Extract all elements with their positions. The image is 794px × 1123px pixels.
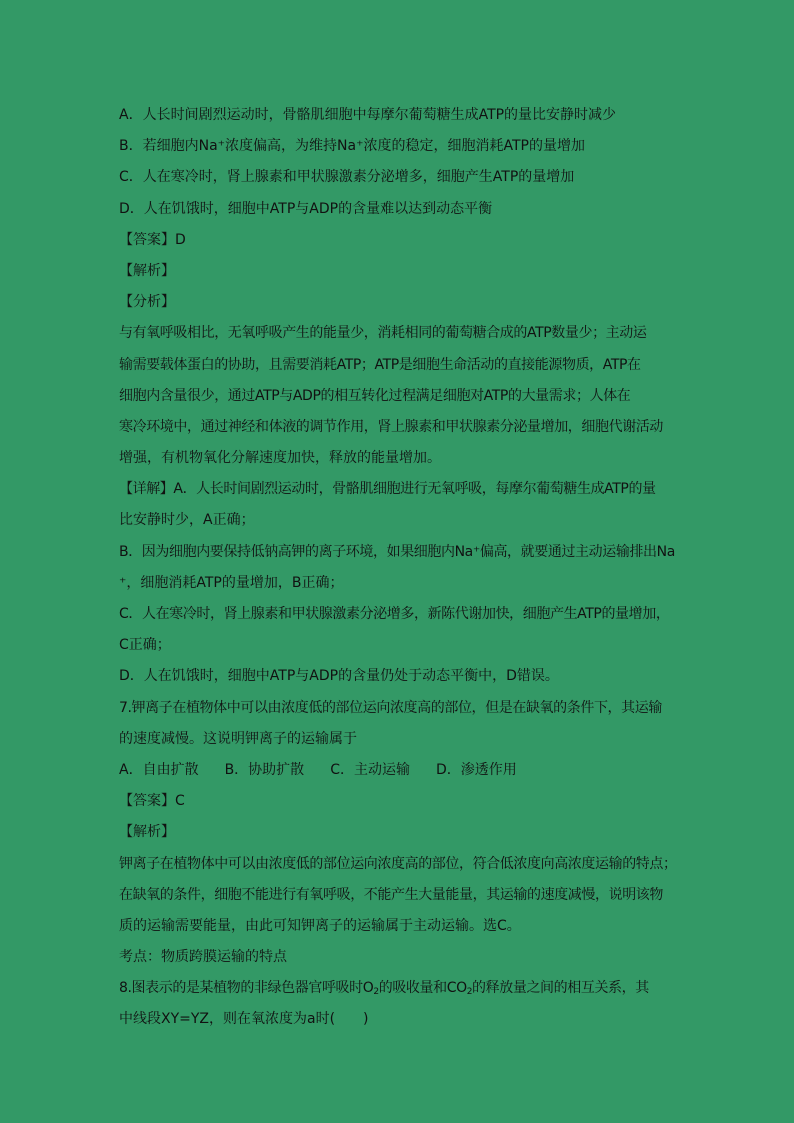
q6-option-a: A．人长时间剧烈运动时，骨骼肌细胞中每摩尔葡萄糖生成ATP的量比安静时减少: [119, 107, 617, 123]
q7-option-a: A．自由扩散: [119, 761, 199, 778]
q6-analysis-line: 细胞内含量很少，通过ATP与ADP的相互转化过程满足细胞对ATP的大量需求；人体在: [119, 387, 631, 404]
q6-detail-line: ⁺，细胞消耗ATP的量增加，B正确；: [119, 574, 344, 591]
q7-jiexi-heading: 【解析】: [119, 824, 175, 841]
q8-stem-part: 的释放量之间的相互关系，其: [472, 980, 649, 997]
q6-fenxi-heading: 【分析】: [119, 294, 175, 311]
q6-detail-line: 比安静时少，A正确；: [119, 512, 255, 529]
q6-analysis-line: 增强，有机物氧化分解速度加快，释放的能量增加。: [119, 450, 441, 467]
q8-stem-line: [119, 973, 679, 1004]
q7-option-c: C．主动运输: [330, 761, 410, 778]
q6-option-d: D．人在饥饿时，细胞中ATP与ADP的含量难以达到动态平衡: [119, 200, 493, 217]
q7-analysis-line: 钾离子在植物体中可以由浓度低的部位运向浓度高的部位，符合低浓度向高浓度运输的特点；: [119, 855, 677, 872]
q6-detail-line: C．人在寒冷时，肾上腺素和甲状腺激素分泌增多，新陈代谢加快，细胞产生ATP的量增加，: [119, 606, 670, 622]
q6-jiexi-heading: 【解析】: [119, 262, 175, 279]
q7-analysis-line: 质的运输需要能量，由此可知钾离子的运输属于主动运输。选C。: [119, 917, 521, 934]
q8-subscript: 2: [466, 987, 473, 998]
q7-answer: 【答案】C: [119, 793, 185, 810]
q7-options: [119, 755, 679, 786]
q6-analysis-line: 输需要载体蛋白的协助，且需要消耗ATP；ATP是细胞生命活动的直接能源物质，ATP在: [119, 356, 641, 373]
document-page: [119, 100, 679, 1036]
q7-option-b: B．协助扩散: [224, 761, 305, 778]
q6-option-b: B．若细胞内Na⁺浓度偏高，为维持Na⁺浓度的稳定，细胞消耗ATP的量增加: [119, 138, 585, 155]
q6-detail-line: C正确；: [119, 637, 171, 654]
q7-stem-line: 7.钾离子在植物体中可以由浓度低的部位运向浓度高的部位，但是在缺氧的条件下，其运输: [119, 699, 662, 716]
q6-answer: 【答案】D: [119, 231, 186, 248]
q6-detail-line: 【详解】A．人长时间剧烈运动时，骨骼肌细胞进行无氧呼吸，每摩尔葡萄糖生成ATP的量: [119, 481, 656, 498]
q8-stem-line: 中线段XY=YZ，则在氧浓度为a时( ): [119, 1011, 369, 1028]
q7-option-d: D．渗透作用: [435, 761, 517, 778]
q8-subscript: 2: [373, 987, 379, 998]
q6-detail-line: D．人在饥饿时，细胞中ATP与ADP的含量仍处于动态平衡中，D错误。: [119, 668, 559, 685]
q6-option-c: C．人在寒冷时，肾上腺素和甲状腺激素分泌增多，细胞产生ATP的量增加: [119, 169, 575, 186]
q7-stem-line: 的速度减慢。这说明钾离子的运输属于: [119, 730, 357, 747]
q7-kaodian: 考点：物质跨膜运输的特点: [119, 949, 287, 966]
q8-stem-part: 的吸收量和CO: [378, 980, 467, 997]
q6-analysis-line: 与有氧呼吸相比，无氧呼吸产生的能量少，消耗相同的葡萄糖合成的ATP数量少；主动运: [119, 325, 647, 342]
q6-analysis-line: 寒冷环境中，通过神经和体液的调节作用，肾上腺素和甲状腺素分泌量增加，细胞代谢活动: [119, 418, 663, 435]
q6-detail-line: B．因为细胞内要保持低钠高钾的离子环境，如果细胞内Na⁺偏高，就要通过主动运输排出Na: [119, 543, 675, 560]
q7-analysis-line: 在缺氧的条件，细胞不能进行有氧呼吸，不能产生大量能量，其运输的速度减慢，说明该物: [119, 886, 663, 903]
q8-stem-part: 8.图表示的是某植物的非绿色器官呼吸时O: [119, 980, 374, 997]
